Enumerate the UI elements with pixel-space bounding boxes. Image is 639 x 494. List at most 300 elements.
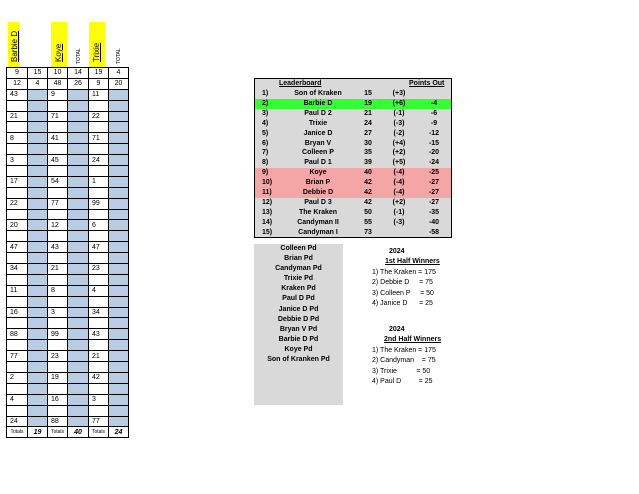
rank: 9) [262,169,269,177]
score-cell [48,231,68,242]
player-name: Trixie [308,119,328,127]
winner-line: 1) The Kraken = 175 [372,269,436,276]
score-cell [89,231,109,242]
score-cell: 54 [48,176,68,187]
score: 35 [364,149,372,157]
paid-entry: Janice D Pd [278,305,319,313]
score-cell: 4 [7,394,28,405]
score-cell [7,122,28,133]
score-cell: 11 [89,89,109,100]
score-change: (-3) [393,218,405,226]
score-cell: 41 [48,133,68,144]
score-cell [68,285,89,296]
player-name: Candyman I [298,228,338,236]
score-row [7,68,129,79]
score-cell [89,187,109,198]
score-row [7,133,129,144]
rank: 7) [262,149,269,157]
score-cell: 47 [89,242,109,253]
score-cell [28,166,48,177]
score-cell: 77 [7,351,28,362]
score-cell: 4 [28,78,48,89]
score-cell [109,166,129,177]
score-cell [48,318,68,329]
score-cell [109,176,129,187]
totals-label: Totals [48,427,68,438]
rank: 8) [262,159,269,167]
score-cell: 8 [48,285,68,296]
player-name: Brian P [305,179,331,187]
leaderboard-row [255,109,451,119]
player-name: Barbie D [303,99,333,107]
score-cell [7,100,28,111]
leaderboard-row [255,218,451,228]
score-cell [28,285,48,296]
score-cell [28,383,48,394]
score-cell [109,122,129,133]
leaderboard-title: Leaderboard [279,80,322,87]
score-change: (+2) [392,198,406,206]
score-cell: 24 [7,416,28,427]
score-cell [68,253,89,264]
score-cell [68,405,89,416]
paid-entry: Son of Kranken Pd [267,356,330,364]
score-row [7,187,129,198]
score-cell [68,416,89,427]
score-row [7,318,129,329]
score-cell [28,231,48,242]
player-name-barbie: Barbie D [10,30,19,62]
player-name: Son of Kraken [294,90,342,97]
score-cell: 16 [48,394,68,405]
player-name: Paul D 2 [304,109,332,117]
score-cell [68,372,89,383]
score-row [7,285,129,296]
score-row [7,351,129,362]
score-cell [28,362,48,373]
score-cell [7,340,28,351]
score-row [7,89,129,100]
score-cell [28,144,48,155]
leaderboard-row [255,178,451,188]
score-cell [109,296,129,307]
winner-line: 2) Candyman = 75 [372,357,436,365]
first-half-year: 2024 [389,248,405,255]
score-cell [7,187,28,198]
leaderboard-row [255,139,451,149]
score-cell: 3 [48,307,68,318]
score-cell [28,220,48,231]
paid-entry: Trixie Pd [283,275,314,283]
score-cell [109,242,129,253]
score-cell [48,340,68,351]
paid-entry: Debbie D Pd [277,315,320,323]
score-cell [68,318,89,329]
score-cell [48,362,68,373]
score-cell [28,405,48,416]
score-row [7,362,129,373]
score-cell: 71 [89,133,109,144]
score-cell [89,318,109,329]
score-change: (-1) [393,208,405,216]
score-change: (+5) [392,159,406,167]
points-out: -27 [428,198,440,206]
score-row [7,264,129,275]
score-cell: 26 [68,78,89,89]
player-name: Paul D 1 [304,159,332,167]
score-cell [109,253,129,264]
score-cell [28,351,48,362]
total-value: 40 [68,427,89,438]
score-cell: 22 [89,111,109,122]
score-cell [68,220,89,231]
rank: 6) [262,139,269,147]
score: 39 [364,159,372,167]
score-row [7,144,129,155]
score-cell [68,340,89,351]
score-change: (-3) [393,119,405,127]
score-cell: 88 [7,329,28,340]
score: 42 [364,198,372,206]
leaderboard-row [255,129,451,139]
score-change: (-4) [393,169,405,177]
score-cell: 9 [48,89,68,100]
score-row [7,307,129,318]
leaderboard-row [255,148,451,158]
points-out: -15 [428,139,440,147]
winner-line: 2) Debbie D = 75 [372,279,433,287]
score-cell: 71 [48,111,68,122]
paid-entry: Candyman Pd [275,265,322,273]
score: 73 [364,228,372,236]
score-cell: 16 [7,307,28,318]
score-cell: 8 [7,133,28,144]
score-change: (+4) [392,139,406,147]
rank: 2) [262,99,269,107]
player-name: Colleen P [302,149,334,157]
score-cell [48,144,68,155]
score-cell [109,155,129,166]
score-cell [7,405,28,416]
score-cell: 21 [48,264,68,275]
score-cell: 23 [48,351,68,362]
score-cell [89,253,109,264]
score-row [7,198,129,209]
score-cell: 45 [48,155,68,166]
total-header-koye: TOTAL [76,48,82,64]
score-cell [28,372,48,383]
score-cell [89,100,109,111]
score-cell: 20 [7,220,28,231]
rank: 15) [262,228,273,236]
score-change: (-1) [393,109,405,117]
paid-list [254,244,343,405]
player-name-trixie: Trixie [92,42,101,62]
score-cell [109,89,129,100]
score: 30 [364,139,372,147]
score-row [7,122,129,133]
score-cell [68,133,89,144]
score-cell [109,198,129,209]
paid-entry: Barbie D Pd [278,335,319,343]
leaderboard-row [255,168,451,178]
score-cell [109,209,129,220]
score-cell [28,264,48,275]
score-cell [68,209,89,220]
score-cell: 99 [48,329,68,340]
score-cell [68,198,89,209]
score-cell [109,133,129,144]
score: 19 [364,99,372,107]
rank: 3) [262,109,269,117]
score-cell [109,416,129,427]
score-cell [48,166,68,177]
leaderboard-row [255,99,451,109]
score: 42 [364,189,372,196]
totals-label: Totals [89,427,109,438]
points-out: -6 [430,109,438,117]
score-cell: 2 [7,372,28,383]
score-cell [109,405,129,416]
winner-line: 4) Paul D = 25 [372,377,433,385]
score-change: (-2) [393,129,405,137]
score-cell: 77 [48,198,68,209]
score-cell [28,340,48,351]
score-cell [7,296,28,307]
score-cell [48,187,68,198]
score-cell: 12 [48,220,68,231]
points-out: -20 [428,149,440,157]
score-cell [89,166,109,177]
score-cell [109,318,129,329]
score-row [7,155,129,166]
score-row [7,416,129,427]
total-header-trixie: TOTAL [116,48,122,64]
score-cell [109,351,129,362]
paid-entry: Colleen Pd [280,245,317,252]
score-cell: 20 [109,78,129,89]
score-cell: 12 [7,78,28,89]
score-cell [28,296,48,307]
player-name: Paul D 3 [304,198,332,206]
score-cell: 43 [89,329,109,340]
score-change: (+3) [392,90,406,97]
player-name: Koye [309,169,327,177]
score-cell [109,264,129,275]
score-cell [109,372,129,383]
score-cell [7,231,28,242]
score: 55 [364,218,372,226]
score-cell [68,144,89,155]
score-cell: 3 [7,155,28,166]
score-cell [68,394,89,405]
score-cell: 47 [7,242,28,253]
score-cell [48,100,68,111]
totals-row [7,427,129,438]
score-cell [68,187,89,198]
score-cell [109,307,129,318]
second-half-year: 2024 [389,326,405,333]
score-cell [109,231,129,242]
player-name: Bryan V [304,139,332,147]
rank: 1) [262,90,269,97]
score-cell [68,296,89,307]
score-row [7,100,129,111]
leaderboard-panel [254,78,452,238]
score-cell [89,144,109,155]
score-cell: 15 [28,68,48,79]
paid-entry: Koye Pd [284,345,313,353]
score-cell [68,307,89,318]
score-cell: 43 [48,242,68,253]
player-name: Janice D [303,129,333,137]
points-out: -27 [428,179,440,187]
score-cell: 9 [7,68,28,79]
score-cell [28,187,48,198]
score-cell [7,383,28,394]
rank: 12) [262,198,273,206]
score-row [7,253,129,264]
second-half-title: 2nd Half Winners [384,336,442,343]
score-cell [109,383,129,394]
score: 42 [364,179,372,187]
score-cell [109,187,129,198]
score-cell [89,122,109,133]
score-cell: 77 [89,416,109,427]
score: 24 [364,119,372,127]
score-cell [7,166,28,177]
rank: 4) [262,119,269,127]
leaderboard-row [255,119,451,129]
score-cell [28,242,48,253]
rank: 5) [262,129,269,137]
score-change: (-4) [393,189,405,196]
score-cell [7,253,28,264]
score-cell: 23 [89,264,109,275]
score-cell [109,220,129,231]
score-cell: 48 [48,78,68,89]
score-cell [89,362,109,373]
score-cell [109,394,129,405]
leaderboard-row [255,208,451,218]
points-out: -58 [428,228,440,236]
score-cell [28,176,48,187]
leaderboard-row [255,198,451,208]
points-out: -35 [428,208,440,216]
score-cell [7,274,28,285]
points-out: -40 [428,218,440,226]
score-cell: 24 [89,155,109,166]
score-cell [109,329,129,340]
winner-line: 3) Trixie = 50 [372,367,431,375]
score: 50 [364,208,372,216]
score-cell [48,122,68,133]
score-cell [28,100,48,111]
paid-entry: Bryan V Pd [279,325,318,333]
score: 15 [364,90,372,97]
rank: 14) [262,218,273,226]
rank: 10) [262,179,273,187]
score-row [7,274,129,285]
leaderboard-row [255,228,451,238]
score-cell [109,362,129,373]
score-cell [68,231,89,242]
score-row [7,329,129,340]
points-out: -9 [430,119,438,127]
score-cell: 19 [48,372,68,383]
score-cell: 9 [89,78,109,89]
score-cell [109,144,129,155]
rank: 13) [262,208,273,216]
score-cell [68,264,89,275]
score-cell [109,274,129,285]
score: 40 [364,169,372,177]
score-cell [28,155,48,166]
score-cell [28,318,48,329]
score-cell [28,111,48,122]
leaderboard-row [255,89,451,99]
score-cell [68,329,89,340]
score-cell [89,383,109,394]
score-cell [109,285,129,296]
score-cell: 21 [7,111,28,122]
player-name-koye: Koye [54,43,63,62]
score-row [7,242,129,253]
score-cell [68,111,89,122]
score-row [7,296,129,307]
score-cell: 42 [89,372,109,383]
paid-entry: Paul D Pd [282,295,315,303]
winner-line: 1) The Kraken = 175 [372,347,436,354]
score-grid [6,67,129,438]
score-cell: 22 [7,198,28,209]
points-out: -27 [428,189,440,196]
score-cell [28,394,48,405]
score-cell: 4 [89,285,109,296]
score-change: (+6) [392,99,406,107]
score-row [7,231,129,242]
score-cell [28,209,48,220]
score-cell [7,209,28,220]
score: 21 [364,109,372,117]
score-cell [7,318,28,329]
score-cell [68,362,89,373]
score-cell [68,383,89,394]
total-value: 24 [109,427,129,438]
score-cell: 99 [89,198,109,209]
score-row [7,394,129,405]
score-cell [28,274,48,285]
score-cell [109,100,129,111]
score-cell: 6 [89,220,109,231]
score-cell: 3 [89,394,109,405]
score-row [7,372,129,383]
score-cell: 4 [109,68,129,79]
score-cell: 1 [89,176,109,187]
score-row [7,78,129,89]
score-cell: 17 [7,176,28,187]
leaderboard-row [255,158,451,168]
score-cell [89,340,109,351]
score-cell [48,209,68,220]
points-out: -25 [428,169,440,177]
paid-entry: Brian Pd [284,255,313,263]
score-change: (-4) [393,179,405,187]
score-cell: 88 [48,416,68,427]
score-cell [89,405,109,416]
score-cell [89,296,109,307]
score-cell [68,89,89,100]
